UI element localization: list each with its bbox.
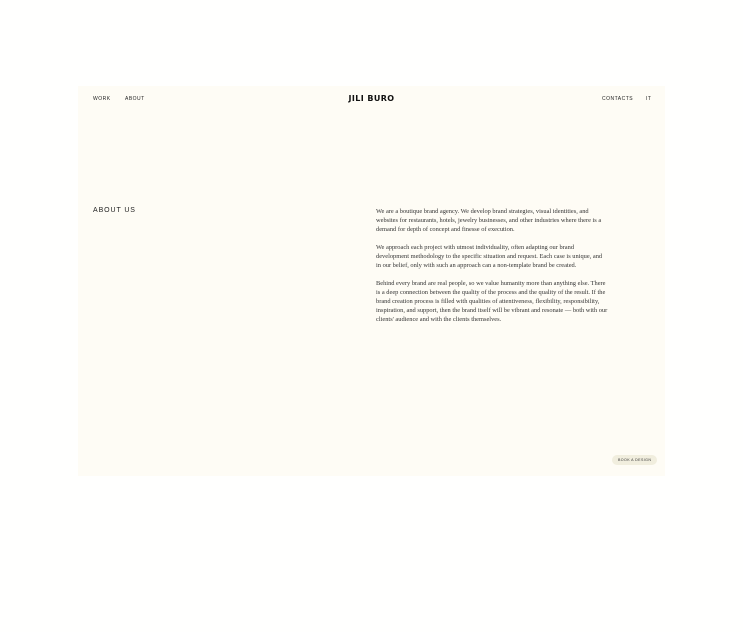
book-a-design-button[interactable]: BOOK A DESIGN <box>612 455 657 465</box>
top-navigation <box>78 86 665 112</box>
language-switch[interactable]: IT <box>646 96 652 102</box>
nav-about-link[interactable]: ABOUT <box>125 96 145 102</box>
about-paragraph-1: We are a boutique brand agency. We develop brand strategies, visual identities, and websites for restaurants, hotels, jewelry businesses, and other industries where there is a demand for depth of concept and finesse of execution. <box>376 208 602 233</box>
about-text <box>376 207 608 333</box>
nav-contacts-link[interactable]: CONTACTS <box>602 96 634 102</box>
nav-work-link[interactable]: WORK <box>93 96 111 102</box>
page-card <box>78 86 665 476</box>
section-title: ABOUT US <box>93 207 136 214</box>
logo[interactable]: JILI BURO <box>348 94 395 103</box>
logo-container <box>78 94 665 104</box>
about-paragraph-3: Behind every brand are real people, so we value humanity more than anything else. There is a deep connection between the quality of the process and the quality of the result. If the brand creation process is filled with qualities of attentiveness, flexibility, responsibility, inspiration, and support, then the brand itself will be vibrant and resonate — both with our clients' audience and with the clients themselves. <box>376 280 608 323</box>
about-paragraph-2: We approach each project with utmost individuality, often adapting our brand development methodology to the specific situation and request. Each case is unique, and in our belief, only with such an approach can a non-template brand be created. <box>376 244 603 269</box>
